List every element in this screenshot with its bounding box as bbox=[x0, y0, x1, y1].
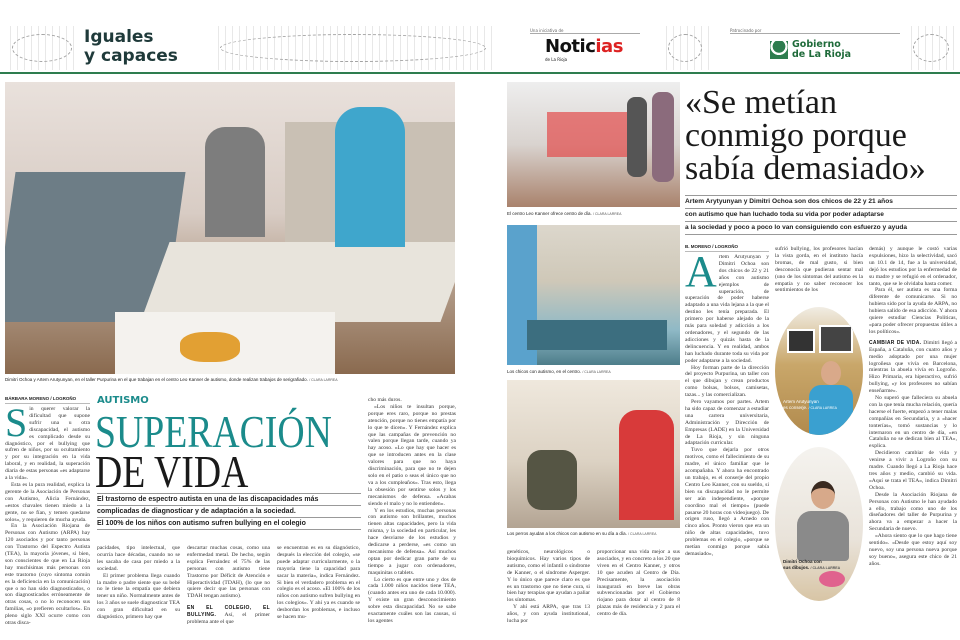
dimitri-caption: Dimitri Ochoa con sus dibujos. / CLARA LARREA bbox=[783, 559, 841, 570]
drop-cap: A bbox=[685, 247, 717, 296]
section-banner bbox=[0, 24, 960, 74]
sponsor-label: Patrocinado por bbox=[730, 28, 900, 34]
drop-cap: S bbox=[5, 400, 28, 445]
section-title-line1: Iguales bbox=[84, 27, 154, 47]
article-column-2: pacidades, tipo intelectual, que ocurría hace décadas, cuando no se les sacaba de casa por miedo a la sociedad. El primer problema llega cuando la madre o padre siente que su bebé no le tiene la empatía que debiera tener un niño. Normalmente antes de los 3 años se suele diagnosticar TEA con gran dificultad en su diagnóstico, primero hay que bbox=[97, 545, 180, 621]
subhead: CAMBIAR DE VIDA. bbox=[869, 339, 922, 346]
byline: BÁRBARA MORENO / LOGROÑO bbox=[5, 396, 90, 404]
main-photo-workshop bbox=[5, 82, 455, 374]
article-column-7: proporcionar una vida mejor a sus asociados, y en concreto a los 20 que viven en el Centro Kanner, y otros 10 que acuden al Centro de Día. Precisamente, la asociación inaugurará en breve las obras subvencionadas por el Gobierno riojano para dotar al centro de 8 plazas más de residencia y 2 para el centro de día. bbox=[597, 549, 680, 618]
headline-line1: SUPERACIÓN bbox=[95, 406, 332, 457]
photo-dimitri-circle bbox=[772, 444, 866, 604]
side-headline: «Se metían conmigo porque sabía demasiado» bbox=[685, 84, 926, 187]
artem-caption: Artem Arutyunyan es conserje. / CLARA LARREA bbox=[783, 399, 837, 410]
publisher-logo: Noticias de La Rioja bbox=[545, 36, 623, 62]
headline-line2: DE VIDA bbox=[95, 446, 249, 497]
doodle-illustration bbox=[905, 26, 957, 70]
side-column-3: demás) y aunque le costó varias expulsiones, hizo la selectividad, sacó un 10.1 de 14, fue a la universidad, dejó los estudios por la enfermedad de su madre y se refugió en el ordenador, tanto, que se le olvidaba hasta comer. Para él, ser autista es una forma diferente de comunicarse. Si no hubiera sido por la ayuda de ARPA, no hubiera salido de esa adicción. Y ahora quiere estudiar Ciencias Políticas, «para poder ofrecer propuestas útiles a los políticos». CAMBIAR DE VIDA. Dimitri llegó a España, a Cataluña, con cuatro años y medio adoptado por una mujer logroñesa que vivía en Barcelona, mientras la abuela vivía en Logroño. Hizo Primaria, era hiperactivo, sufrió bullying, «y los profesores no sabían enseñarme». No superó que falleciera su abuela con la que tenía mucha relación, quería hacerse el fuerte, empezó a tener malas compañías en Secundaria, y a «hacer tonterías», tomó sustancias y lo internaron en un centro de día, «en Cataluña no se dedican bien al TEA», explica. Decidieron cambiar de vida y venirse a vivir a Logroño con su madre. Cuando llegó a La Rioja hace tres años y medio, cambió su vida. «Aquí se trata el TEA», indica Dimitri Ochoa. Desde la Asociación Riojana de Personas con Autismo le han ayudado a ello, trabajo como uno de los diseñadores del taller de Purpurina y ahora va a empezar a hacer la Secundaria de nuevo. «Ahora siento que lo que hago tiene sentido». «Desde que estoy aquí soy nuevo, soy una persona nueva porque soy bueno», asegura este chico de 21 años. bbox=[869, 246, 957, 567]
section-title bbox=[84, 28, 178, 66]
article-column-3: descartar muchas cosas, como una enfermedad metal. De hecho, según explica Fernández el 75% de las personas con autismo tiene Trastorno por Déficit de Atención e Hiperactividad (TDAH), (lo que no quiere decir que las personas con TDAH tengan autismo). EN EL COLEGIO, EL BULLYING. Así, el primer problema ante el que bbox=[187, 545, 270, 626]
sponsor-logo: Gobierno de La Rioja bbox=[770, 40, 851, 60]
photo-day-center bbox=[507, 82, 680, 207]
doodle-illustration bbox=[4, 26, 80, 70]
photo-day-center-caption: El centro Leo Kanner ofrece centro de día. / CLARA LARREA bbox=[507, 211, 622, 216]
subhead: EN EL COLEGIO, EL BULLYING. bbox=[187, 605, 270, 619]
photo-artem-circle bbox=[772, 304, 866, 438]
initiative-label: Una iniciativa de bbox=[530, 28, 640, 34]
photo-dogs-caption: Los perros ayudan a los chicos con autismo en su día a día. / CLARA LARREA bbox=[507, 531, 657, 536]
photo-kids-caption: Los chicos con autismo, en el centro. / CLARA LARREA bbox=[507, 369, 611, 374]
side-column-1: Artem Arutyunyan y Dimitri Ochoa son dos chicos de 22 y 21 años con autismo ejemplos de superación, de superación de poder haberse adaptado a una vida lejana a la que el destino les tenía preparada. El primero por haberse alejado de la más para soledad y adicción a los ordenadores, y el segundo de las adicciones y quizás hasta de la delincuencia. Y en realidad, ambos han luchado durante toda su vida por poder adaptarse a la sociedad. Hoy forman parte de la dirección del proyecto Purpurina, un taller con el que dibujan y crean productos como bolsas, bolsos, camisetas, tazas... y las comercializan. Pero vayamos por partes. Artem ha sido capaz de comenzar a estudiar una carrera universitaria, Administración y Dirección de Empresas (LADE) en la Universidad de La Rioja, y sin ninguna adaptación curricular. Tuvo que dejarla por otros motivos, como el fallecimiento de su madre, el único familiar que le acompañaba. Y ahora ha encontrado un trabajo, es el conserje del propio Centro Leo Kanner, con su sueldo, si bien su discapacidad no le permite ser aún independiente, «porque coordino mal el tiempo» (puede pasarse 20 horas con videojuego). De origen ruso, llegó a Arnedo con cinco años. Pronto vieron que era un niño de altas capacidades, tuvo problemas en el colegio, «porque se metían conmigo porque sabía demasiado», bbox=[685, 247, 769, 557]
article-column-6: genéticos, neurológicos o bioquímicos. Hay varios tipos de autismo, como el infantil o síndrome de Kanner, o el síndrome Asperger. Y lo único que parece claro es que es un trastorno que no tiene cura, si bien hay terapias que ayudan a paliar los síntomas. Y ahí está ARPA, que tras 13 años, y con ayuda institutional, lucha por bbox=[507, 549, 590, 625]
photo-kids bbox=[507, 225, 680, 365]
photo-dogs bbox=[507, 380, 680, 528]
doodle-illustration bbox=[660, 26, 710, 70]
doodle-illustration bbox=[212, 26, 494, 70]
side-byline: B. MORENO / LOGROÑO bbox=[685, 244, 769, 252]
side-column-2: sufrió bullying, los profesores hacían la vista gorda, en el instituto hacía bromas, de mal gusto, si bien desconocía que pudieran sentar mal (uno de los síntomas del autismo es la empatía y no saber reconocer los sentimientos de los bbox=[775, 246, 863, 294]
side-deck: Artem Arytyunyan y Dimitri Ochoa son dos chicos de 22 y 21 años con autismo que han luchado toda su vida por poder adaptarse a la sociedad y poco a poco lo van consiguiendo con esfuerzo y ayuda bbox=[685, 195, 957, 235]
publisher-sub: de La Rioja bbox=[545, 57, 568, 62]
article-column-4: se encuentran es en su diagnóstico, después la elección del colegio, «se puede adaptar curricularmente, o la mayoría tiene la capacidad para sacar la materia», indica Fernández. Si bien el verdadero problema en el colegio es el acoso. «El 100% de los niños con autismo sufren bullying en los colegios». Y ahí ya es cuando se desbordan los problemas, e incluso se hacen mu- bbox=[277, 545, 360, 621]
article-deck: El trastorno de espectro autista en una de las discapacidades más complicadas de diagnosticar y de adaptación a la sociedad. El 100% de los niños con autismo sufren bullying en el colegio bbox=[97, 493, 361, 530]
article-column-1: Sin querer valorar la dificultad que supone sufrir una u otra discapacidad, el autismo es complicado desde su diagnóstico, por el bullying que sufren de niños, por su ocultamiento y por su integración en la vida laboral, y en realidad, la superación diaria de estas personas «es adaptarse a la vida». Esta es la pura realidad, explica la gerente de la Asociación de Personas con Autismo, Alicia Fernández, «estos chavales tienen miedo a la gente, no se fían, y temen quedarse solos», y requieren de mucha ayuda. En la Asociación Riojana de Personas con Autismo (ARPA) hay 120 asociados y por tanto personas con Trastorno del Espectro Autista (TEA), la mayoría jóvenes, si bien, son conscientes de que en La Rioja hay muchísimas más personas con este trastorno (cuyo síntoma común es la deficiencia en la comunicación) que o no han sido diagnosticados, o son diagnosticados erróneamente de otras cosas, o no lo reconocen sus familias, «o prefieren ocultarlos». En pleno siglo XXI ocurre como con otras disca- bbox=[5, 400, 90, 627]
section-title-line2: y capaces bbox=[84, 46, 178, 66]
kicker: AUTISMO bbox=[97, 395, 149, 406]
government-emblem-icon bbox=[770, 41, 788, 59]
article-column-5: cho más duros. «Los niños te insultan porque, porque eres raro, porque no prestas atención, porque no tienes empatía por lo que te dicen». Y Fernández explica que las campañas de prevención no valen porque llegan tarde, cuando ya hay acoso. «Lo que hay que hacer es que se introducen antes en la clase valores para que no haya discriminación, para que no te dejen solo en el patio o seas el único que no va a los cumpleaños». Tras esto, llega la obsesión por sentirse solos y los mecanismos de defensa. «Acabas siendo el malo y no lo entienden». Y en los estudios, muchas personas con autismo son brillantes, muchos tienen altas capacidades, pero la vida misma, y la sociedad en particular, les hace desviarse de los estudios y dedicarse a perderse, «es como un mecanismo de defensa». Así muchos optan por dedicar gran parte de su tiempo a jugar con ordenadores, maquinitas o tablets. Lo cierto es que entre uno y dos de cada 1.000 niños nacidos tiene TEA, (cuando antes era uno de cada 10.000). Y existe un gran desconocimiento sobre esta discapacidad. No se sabe exactamente cuáles son las causas, si los agentes bbox=[368, 397, 456, 624]
main-photo-caption: Dimitri Ochoa y Artem Arutyunyan, en el taller Purpurina en el que trabajan en el centro Leo Kanner de autismo, donde realizan trabajos de serigrafiado. / CLARA LARREA bbox=[5, 377, 338, 382]
